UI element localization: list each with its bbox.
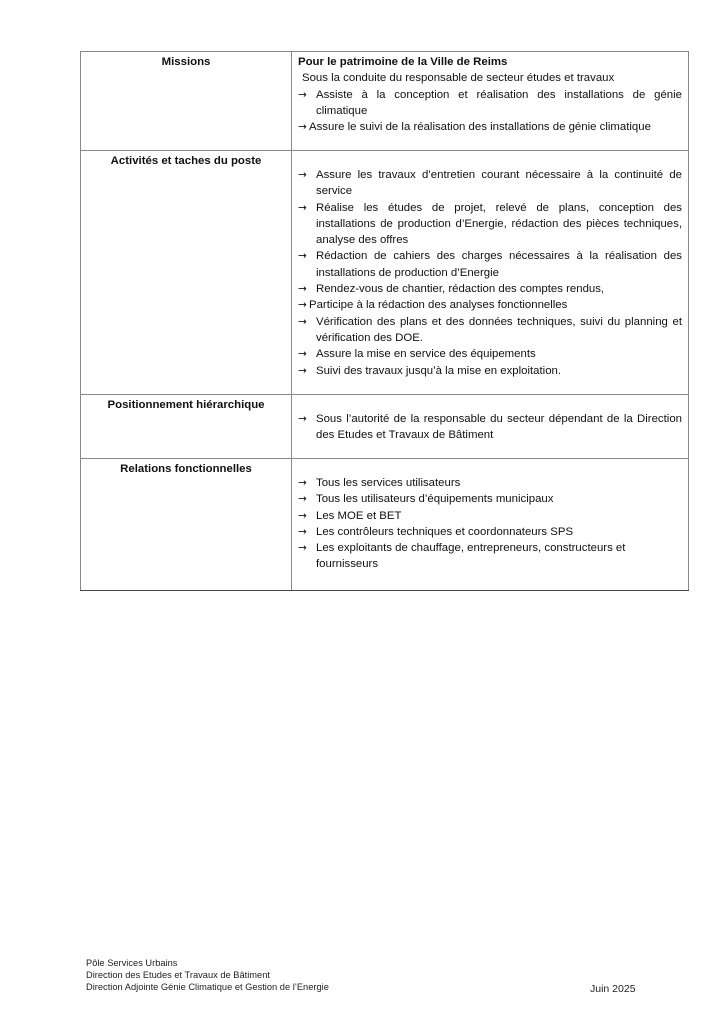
activites-content: [292, 151, 689, 395]
activites-item: [298, 363, 682, 379]
arrow-right-icon: →: [298, 509, 307, 522]
positionnement-content: [292, 395, 689, 459]
relations-item: [298, 508, 682, 524]
arrow-right-icon: →: [298, 315, 307, 328]
arrow-right-icon: →: [298, 88, 307, 101]
relations-item-text: Les contrôleurs techniques et coordonnateurs SPS: [316, 525, 574, 538]
activites-item: [298, 297, 682, 313]
missions-title: Pour le patrimoine de la Ville de Reims: [298, 56, 508, 68]
missions-item-text: Assiste à la conception et réalisation des installations de génie climatique: [316, 88, 682, 117]
relations-label: Relations fonctionnelles: [81, 459, 292, 591]
activites-item: [298, 314, 682, 347]
arrow-right-icon: →: [298, 121, 307, 134]
positionnement-item-text: Sous l’autorité de la responsable du secteur dépendant de la Direction des Etudes et Travaux de Bâtiment: [316, 413, 682, 442]
activites-item: [298, 346, 682, 362]
row-positionnement: [81, 395, 689, 459]
footer-date: Juin 2025: [590, 983, 636, 995]
missions-item: [298, 87, 682, 120]
arrow-right-icon: →: [298, 250, 307, 263]
arrow-right-icon: →: [298, 364, 307, 377]
activites-item-text: Participe à la rédaction des analyses fonctionnelles: [309, 299, 568, 312]
row-missions: [81, 52, 689, 151]
missions-item: [298, 119, 682, 135]
arrow-right-icon: →: [298, 283, 307, 296]
relations-item-text: Tous les services utilisateurs: [316, 477, 461, 489]
positionnement-item: [298, 411, 682, 444]
footer-pole: Pôle Services Urbains: [86, 958, 178, 968]
relations-item-text: Les exploitants de chauffage, entrepreneurs, constructeurs et fournisseurs: [316, 542, 626, 571]
activites-item: [298, 167, 682, 200]
activites-item: [298, 248, 682, 281]
missions-content: [292, 52, 689, 151]
arrow-right-icon: →: [298, 169, 307, 181]
footer-direction-adjointe: Direction Adjointe Génie Climatique et Gestion de l’Energie: [86, 982, 329, 992]
arrow-right-icon: →: [298, 477, 307, 489]
positionnement-label: Positionnement hiérarchique: [81, 395, 292, 459]
activites-item-text: Rédaction de cahiers des charges nécessaires à la réalisation des installations de production d’Energie: [316, 250, 682, 279]
arrow-right-icon: →: [298, 493, 307, 506]
activites-item: [298, 200, 682, 249]
arrow-right-icon: →: [298, 201, 307, 214]
activites-item-text: Rendez-vous de chantier, rédaction des comptes rendus,: [316, 283, 605, 296]
arrow-right-icon: →: [298, 542, 307, 555]
arrow-right-icon: →: [298, 525, 307, 538]
arrow-right-icon: →: [298, 413, 307, 425]
activites-item-text: Assure la mise en service des équipements: [316, 348, 536, 361]
footer-direction: Direction des Etudes et Travaux de Bâtiment: [86, 970, 270, 980]
activites-item: [298, 281, 682, 297]
activites-label: Activités et taches du poste: [81, 151, 292, 395]
relations-content: [292, 459, 689, 591]
page-footer: [86, 957, 646, 993]
missions-label: Missions: [81, 52, 292, 151]
relations-item: [298, 491, 682, 507]
relations-item: [298, 475, 682, 491]
relations-item: [298, 524, 682, 540]
missions-intro: Sous la conduite du responsable de secteur études et travaux: [302, 72, 615, 85]
relations-item: [298, 540, 682, 573]
relations-item-text: Tous les utilisateurs d’équipements municipaux: [316, 493, 554, 506]
activites-item-text: Suivi des travaux jusqu’à la mise en exploitation.: [316, 364, 562, 377]
arrow-right-icon: →: [298, 348, 307, 361]
activites-item-text: Réalise les études de projet, relevé de plans, conception des installations de production d’Energie, rédaction des pièces techniques, analyse des offres: [316, 201, 682, 247]
row-relations: [81, 459, 689, 591]
activites-item-text: Assure les travaux d’entretien courant nécessaire à la continuité de service: [316, 169, 682, 198]
arrow-right-icon: →: [298, 299, 307, 312]
row-activites: [81, 151, 689, 395]
missions-item-text: Assure le suivi de la réalisation des installations de génie climatique: [309, 121, 651, 134]
relations-item-text: Les MOE et BET: [316, 509, 402, 522]
activites-item-text: Vérification des plans et des données techniques, suivi du planning et vérification des DOE.: [316, 315, 682, 344]
job-description-table: [80, 51, 689, 591]
